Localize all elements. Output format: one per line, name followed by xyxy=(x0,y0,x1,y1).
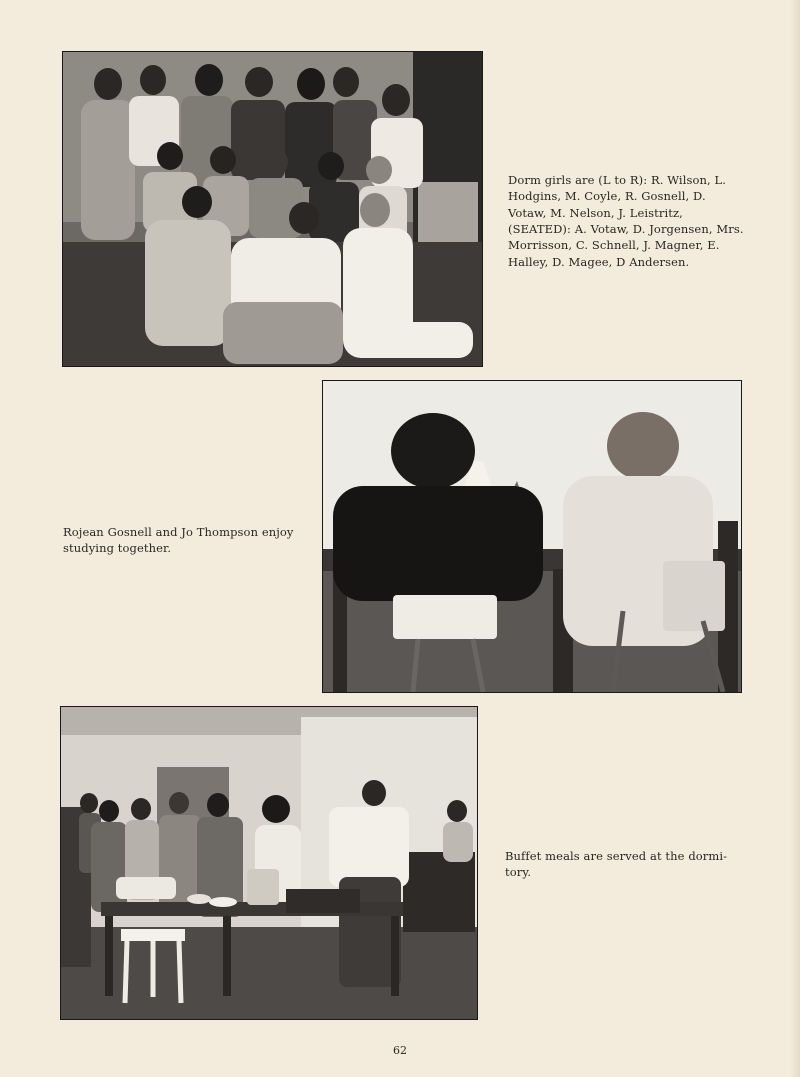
dorm-girls-group-photo xyxy=(63,52,482,366)
buffet-caption: Buffet meals are served at the dormi- tory. xyxy=(505,849,728,880)
dorm-girls-caption: Dorm girls are (L to R): R. Wilson, L. Hodgins, M. Coyle, R. Gosnell, D. Votaw, M. Nelson, J. Leistritz, (SEATED): A. Votaw, D. Jorgensen, Mrs. Morrisson, C. Schnell, J. Magner, E. Halley, D. Magee, D Andersen. xyxy=(508,173,744,269)
studying-caption: Rojean Gosnell and Jo Thompson enjoy studying together. xyxy=(63,525,294,556)
page-edge-shadow xyxy=(790,0,800,1077)
buffet-meal-photo xyxy=(61,707,477,1019)
studying-together-photo xyxy=(323,381,741,692)
page-number: 62 xyxy=(393,1044,407,1057)
